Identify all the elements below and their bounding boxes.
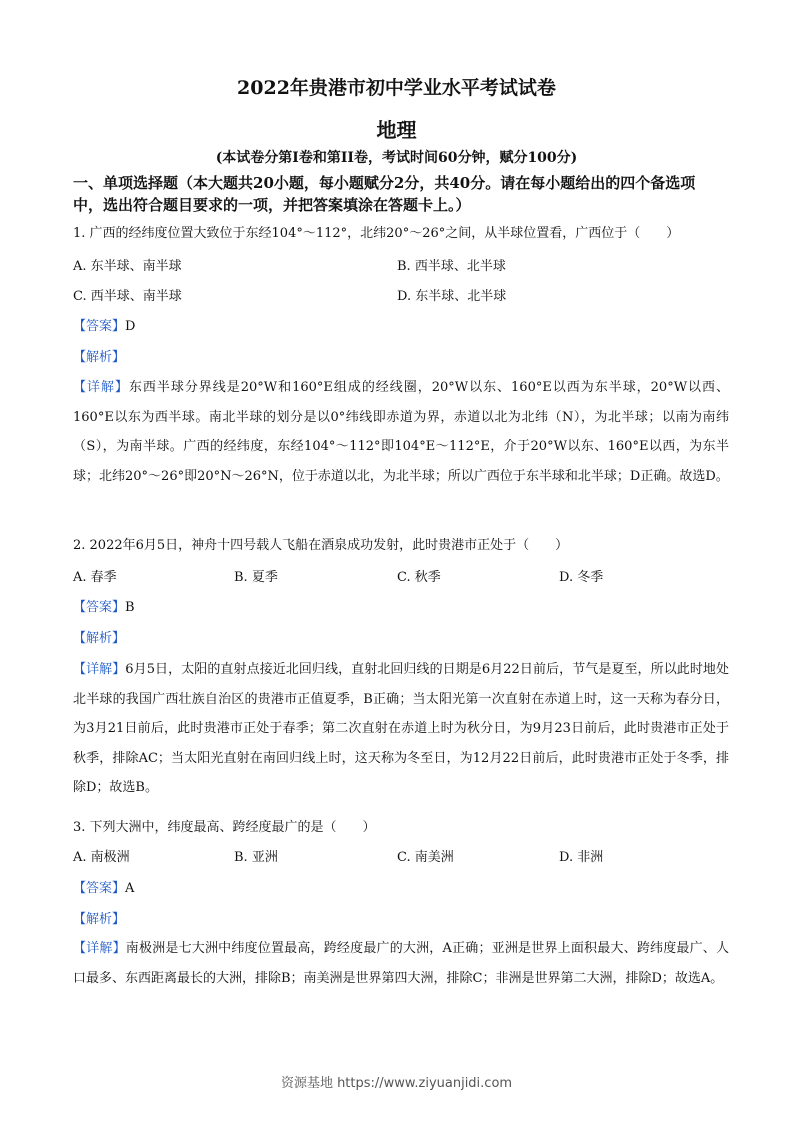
q3-analysis-tag: 【解析】 <box>73 912 126 927</box>
q3-option-a: A. 南极洲 <box>73 850 130 865</box>
q3-option-c: C. 南美洲 <box>397 850 454 865</box>
answer-value: B <box>125 600 135 615</box>
q3-option-d: D. 非洲 <box>559 850 604 865</box>
q3-option-b: B. 亚洲 <box>234 850 278 865</box>
answer-tag: 【答案】 <box>73 881 126 896</box>
q1-option-d: D. 东半球、北半球 <box>397 289 507 304</box>
q1-option-b: B. 西半球、北半球 <box>397 259 506 274</box>
exam-note: (本试卷分第I卷和第II卷，考试时间60分钟，赋分100分) <box>215 150 578 166</box>
q1-detail <box>73 373 729 491</box>
answer-tag: 【答案】 <box>73 319 126 334</box>
q2-stem: 2. 2022年6月5日，神舟十四号载人飞船在酒泉成功发射，此时贵港市正处于（ ） <box>73 538 569 553</box>
answer-value: D <box>125 319 136 334</box>
detail-text: 东西半球分界线是20°W和160°E组成的经线圈，20°W以东、160°E以西为东半球，20°W以西、160°E以东为西半球。南北半球的划分是以0°纬线即赤道为界，赤道以北为北纬（N），为北半球；以南为南纬（S），为南半球。广西的经纬度，东经104°～112°即104°E～112°E，介于20°W以东、160°E以西，为东半球；北纬20°～26°即20°N～26°N，位于赤道以北，为北半球；所以广西位于东半球和北半球；D正确。故选D。 <box>73 380 729 484</box>
q3-detail <box>73 934 729 993</box>
detail-tag: 【详解】 <box>73 662 126 677</box>
q2-option-b: B. 夏季 <box>234 570 278 585</box>
q2-option-a: A. 春季 <box>73 570 117 585</box>
section-instructions: 一、单项选择题（本大题共20小题，每小题赋分2分，共40分。请在每小题给出的四个备选项中，选出符合题目要求的一项，并把答案填涂在答题卡上。） <box>73 174 696 214</box>
q1-stem: 1. 广西的经纬度位置大致位于东经104°～112°，北纬20°～26°之间，从半球位置看，广西位于（ ） <box>73 226 680 241</box>
q2-detail <box>73 655 729 803</box>
q1-answer <box>73 319 733 335</box>
q1-analysis-tag: 【解析】 <box>73 350 126 365</box>
q3-answer <box>73 881 733 897</box>
q1-option-c: C. 西半球、南半球 <box>73 289 182 304</box>
q2-option-d: D. 冬季 <box>559 570 604 585</box>
detail-tag: 【详解】 <box>73 941 126 956</box>
q2-option-c: C. 秋季 <box>397 570 441 585</box>
detail-text: 6月5日，太阳的直射点接近北回归线，直射北回归线的日期是6月22日前后，节气是夏至，所以此时地处北半球的我国广西壮族自治区的贵港市正值夏季，B正确；当太阳光第一次直射在赤道上时，这一天称为春分日，为3月21日前后，此时贵港市正处于春季；第二次直射在赤道上时为秋分日，为9月23日前后，此时贵港市正处于秋季，排除AC；当太阳光直射在南回归线上时，这天称为冬至日，为12月22日前后，此时贵港市正处于冬季，排除D；故选B。 <box>73 662 729 795</box>
q2-answer <box>73 600 733 616</box>
answer-value: A <box>125 881 135 896</box>
q3-stem: 3. 下列大洲中，纬度最高、跨经度最广的是（ ） <box>73 820 376 835</box>
detail-text: 南极洲是七大洲中纬度位置最高，跨经度最广的大洲，A正确；亚洲是世界上面积最大、跨纬度最广、人口最多、东西距离最长的大洲，排除B；南美洲是世界第四大洲，排除C；非洲是世界第二大洲，排除D；故选A。 <box>73 941 729 986</box>
subject-title: 地理 <box>376 118 417 142</box>
q2-analysis-tag: 【解析】 <box>73 631 126 646</box>
footer-watermark: 资源基地 https://www.ziyuanjidi.com <box>280 1076 513 1091</box>
exam-title: 2022年贵港市初中学业水平考试试卷 <box>237 77 556 99</box>
detail-tag: 【详解】 <box>73 380 129 395</box>
q1-option-a: A. 东半球、南半球 <box>73 259 182 274</box>
answer-tag: 【答案】 <box>73 600 126 615</box>
